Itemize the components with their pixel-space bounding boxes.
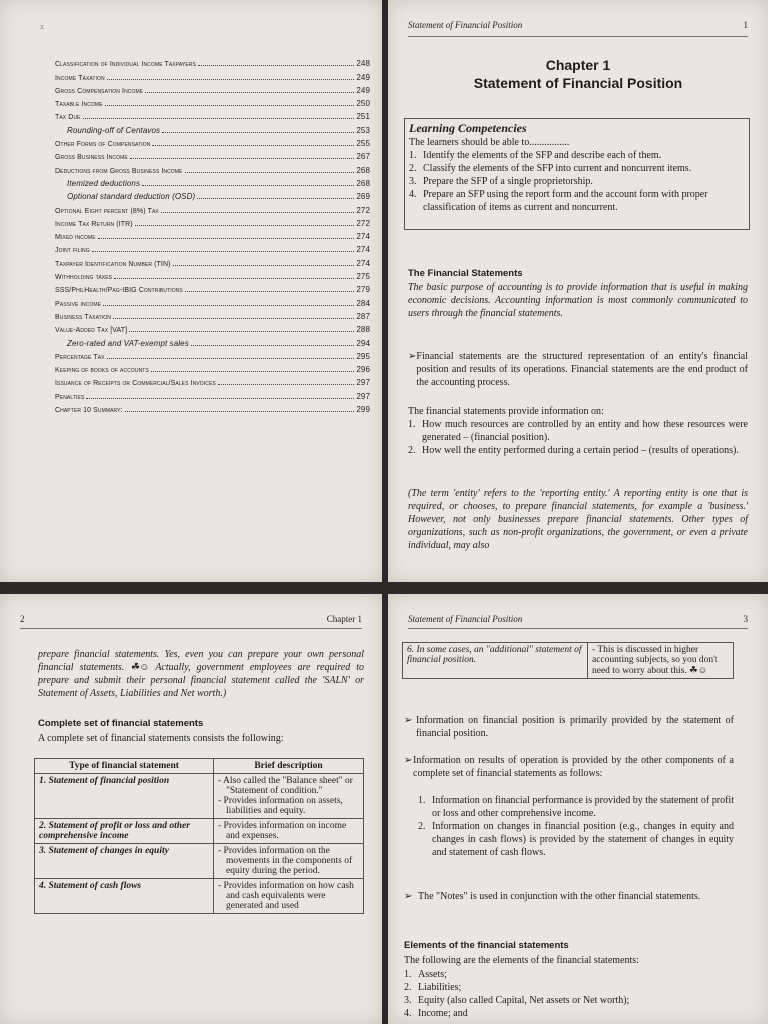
page-number: 1 [743,20,748,30]
toc-page: 294 [356,338,370,348]
arrow-icon: ➢ [404,715,413,726]
b3-text: The "Notes" is used in conjunction with the other financial statements. [418,891,701,902]
toc-title: Optional Eight percent (8%) Tax [55,207,159,215]
page-3 [388,594,768,1024]
chapter-label: Chapter 1 [545,57,611,73]
toc-entry [55,161,370,174]
list-number: 4. [409,189,417,200]
t-right: - This is discussed in higher accounting subjects, so you don't need to worry about this. ☘☺ [588,643,734,679]
toc-entry [55,268,370,281]
toc-page: 272 [356,205,370,215]
additional-sfp-table [402,642,734,679]
fs-info-item [408,444,748,457]
toc-entry [55,281,370,294]
fs-para: The basic purpose of accounting is to provide information that is useful in making economic decisions. Accounting information is most commonly communicated to users through the financial statements. [408,282,748,319]
row-number: 2. [39,821,47,831]
t-num: 6. [407,645,415,655]
toc-title: Penalties [55,393,85,401]
el-list [404,968,734,1020]
toc-title: Classification of Individual Income Taxpayers [55,61,196,69]
toc-title: Optional standard deduction (OSD) [67,192,196,202]
element-item [404,981,734,994]
list-number: 1. [408,419,416,430]
toc-page: 274 [356,258,370,268]
corner-mark: x [40,22,44,31]
fs-type-cell [35,819,214,844]
page-number: 3 [743,614,748,624]
toc-page: 297 [356,378,370,388]
fs-info-item-text: How well the entity performed during a certain period – (results of operations). [422,445,739,456]
toc-title: Tax Due [55,114,81,122]
toc-title: Gross Compensation Income [55,87,144,95]
fs-type: Statement of changes in equity [48,846,169,856]
toc-leader [151,371,354,372]
toc-leader [103,305,354,306]
toc-page: 269 [356,192,370,202]
entity-note: (The term 'entity' refers to the 'reporting entity.' A reporting entity is one that is required, or chooses, to prepare financial statements, for example a 'business.' However, not only businesses prepare financial statements. Other types of organizations, such as non-profit organizations, the government, or even a private individual, may also [408,488,748,551]
fs-type-cell [35,879,214,914]
page-number: 2 [20,614,25,624]
lc-title: Learning Competencies [409,121,527,135]
toc-entry [55,228,370,241]
table-header-type: Type of financial statement [35,759,214,774]
toc-title: Income Taxation [55,74,105,82]
toc-leader [173,265,355,266]
b2-item-text: Information on changes in financial position (e.g., changes in equity and changes in cash flows) is provided by the statement of changes in equity and statement of cash flows. [432,821,734,858]
toc-page: 284 [356,298,370,308]
toc-entry [55,241,370,254]
lc-item [409,149,745,162]
lc-item [409,175,745,188]
toc-title: Gross Business Income [55,154,128,162]
toc-entry [55,294,370,307]
toc-entry [55,68,370,81]
toc-title: Chapter 10 Summary: [55,407,123,415]
table-row [35,819,364,844]
toc-leader [86,398,354,399]
toc-entry [55,361,370,374]
arrow-icon: ➢ [404,891,413,902]
toc-entry [55,334,370,347]
toc-page: 268 [356,178,370,188]
arrow-icon: ➢ [404,755,413,766]
cs-heading: Complete set of financial statements [38,718,204,729]
toc-leader [185,291,354,292]
b2-text: Information on results of operation is provided by the other components of a complete set of financial statements as follows: [413,755,734,779]
toc-entry [55,95,370,108]
toc-title: Joint filing [55,247,90,255]
toc-title: Taxpayer Identification Number (TIN) [55,260,171,268]
fs-desc-line: - Provides information on how cash and cash equivalents were generated and used [218,881,354,911]
fs-desc-cell [214,774,364,819]
toc-page: 287 [356,311,370,321]
b2-item [418,820,734,859]
header-rule [20,628,362,629]
fs-desc-line: - Provides information on assets, liabilities and equity. [218,796,343,816]
toc-page: 249 [356,72,370,82]
toc-title: Zero-rated and VAT-exempt sales [67,338,189,348]
chapter-title: Statement of Financial Position [473,75,683,91]
b1-text: Information on financial position is primarily provided by the statement of financial position. [415,715,734,739]
fs-info-item [408,418,748,444]
toc-entry [55,135,370,148]
toc-title: Withholding taxes [55,274,113,282]
lc-intro: The learners should be able to................ [409,137,570,148]
running-header [20,614,362,624]
list-number: 3. [404,995,412,1006]
toc-page: 274 [356,232,370,242]
element-item-text: Income; and [418,1008,468,1019]
lc-list [409,149,745,214]
table-header-desc: Brief description [214,759,364,774]
toc-page: 297 [356,391,370,401]
toc-page: 275 [356,272,370,282]
toc-page: 267 [356,152,370,162]
toc-page: 268 [356,165,370,175]
toc-entry [55,82,370,95]
fs-desc-line: - Provides information on income and expenses. [218,821,347,841]
running-head-title: Chapter 1 [326,614,362,624]
row-number: 4. [39,881,47,891]
toc-title: Business Taxation [55,313,111,321]
header-rule [408,628,748,629]
header-rule [408,36,748,37]
lc-item-text: Classify the elements of the SFP into current and noncurrent items. [423,163,692,174]
toc-title: Taxable Income [55,101,103,109]
toc-leader [113,318,354,319]
toc-leader [145,92,354,93]
t-left: In some cases, an "additional" statement of financial position. [407,645,582,665]
toc-title: Other Forms of Compensation [55,141,151,149]
lc-item-text: Prepare the SFP of a single proprietorship. [423,176,593,187]
row-number: 1. [39,776,47,786]
toc-title: Itemized deductions [67,178,141,188]
toc-page: 279 [356,285,370,295]
b2-item-text: Information on financial performance is provided by the statement of profit or loss and other comprehensive income. [432,795,734,819]
toc-entry [55,387,370,400]
toc-leader [107,358,355,359]
running-head-title: Statement of Financial Position [408,614,523,624]
b2-item [418,794,734,820]
toc-leader [130,158,355,159]
fs-desc-cell [214,879,364,914]
toc-page: 251 [356,112,370,122]
list-number: 3. [409,176,417,187]
toc-leader [107,79,355,80]
running-head-title: Statement of Financial Position [408,20,523,30]
toc-title: Rounding-off of Centavos [67,125,161,135]
row-number: 3. [39,846,47,856]
toc-leader [129,331,354,332]
toc-leader [152,145,354,146]
toc-title: Mixed income [55,234,96,242]
toc-leader [162,132,354,133]
toc-leader [83,118,355,119]
toc-page: 250 [356,99,370,109]
toc-entry [55,188,370,201]
list-number: 1. [409,150,417,161]
fs-desc-cell [214,819,364,844]
toc-title: Income Tax Return (ITR) [55,220,133,228]
fs-info-item-text: How much resources are controlled by an entity and how these resources were generated – (financial position). [422,419,748,443]
table-row [35,879,364,914]
toc-leader [198,65,354,66]
fs-type-cell [35,844,214,879]
toc-entry [55,108,370,121]
toc-page: 288 [356,325,370,335]
toc-title: Issuance of Receipts or Commercial/Sales Invoices [55,380,216,388]
lc-item [409,188,745,214]
toc-title: SSS/PhilHealth/Pag-IBIG Contributions [55,287,183,295]
page-chapter-1 [388,0,768,582]
arrow-icon: ➢ [408,351,417,362]
toc-leader [125,411,355,412]
toc-leader [135,225,355,226]
toc-leader [185,172,355,173]
element-item-text: Equity (also called Capital, Net assets or Net worth); [418,995,630,1006]
toc-title: Percentage Tax [55,353,105,361]
fs-desc-line: - Provides information on the movements in the components of equity during the period. [218,846,353,876]
t-left-cell [403,643,588,679]
toc-title: Keeping of books of accounts [55,367,149,375]
list-number: 1. [404,969,412,980]
fs-desc-cell [214,844,364,879]
toc-entry [55,201,370,214]
toc-entry [55,148,370,161]
toc-page: 272 [356,218,370,228]
element-item-text: Assets; [418,969,447,980]
table-row [403,643,734,679]
list-number: 2. [418,821,426,832]
toc-leader [191,345,355,346]
toc-entry [55,254,370,267]
toc-entry [55,308,370,321]
page-2 [0,594,382,1024]
lc-item-text: Identify the elements of the SFP and describe each of them. [423,150,662,161]
fs-type: Statement of profit or loss and other comprehensive income [39,821,190,841]
bullet-1 [404,714,734,740]
toc-list [55,55,370,414]
toc-page: 274 [356,245,370,255]
learning-competencies-box [404,118,750,230]
fs-heading: The Financial Statements [408,268,523,279]
element-item [404,1007,734,1020]
toc-entry [55,321,370,334]
toc-title: Deductions from Gross Business Income [55,167,183,175]
toc-page: 253 [356,125,370,135]
toc-leader [161,212,355,213]
toc-entry [55,175,370,188]
el-heading: Elements of the financial statements [404,940,569,951]
bullet-3 [404,890,734,903]
toc-page: 296 [356,365,370,375]
toc-leader [92,251,355,252]
fs-types-table [34,758,364,914]
toc-leader [105,105,355,106]
toc-leader [218,384,355,385]
bullet-2 [404,754,734,780]
toc-page: 249 [356,85,370,95]
fs-bullet [408,350,748,389]
table-row [35,844,364,879]
fs-bullet-text: Financial statements are the structured representation of an entity's financial position and results of its operations. Financial statements are the end product of the accounting process. [416,351,748,388]
element-item [404,968,734,981]
lc-item [409,162,745,175]
toc-page: 248 [356,59,370,69]
element-item-text: Liabilities; [418,982,462,993]
toc-leader [98,238,355,239]
toc-entry [55,215,370,228]
toc-entry [55,374,370,387]
toc-page: 255 [356,139,370,149]
el-intro: The following are the elements of the financial statements: [404,955,639,966]
fs-info-intro: The financial statements provide information on: [408,406,604,417]
toc-entry [55,401,370,414]
lc-item-text: Prepare an SFP using the report form and the account form with proper classification of items as current and noncurrent. [423,189,708,213]
running-header [408,20,748,30]
toc-leader [114,278,354,279]
cs-intro: A complete set of financial statements consists the following: [38,733,284,744]
toc-entry [55,55,370,68]
running-header [408,614,748,624]
list-number: 2. [408,445,416,456]
element-item [404,994,734,1007]
fs-type: Statement of financial position [48,776,170,786]
fs-type-cell [35,774,214,819]
toc-title: Value-Added Tax [VAT] [55,327,128,335]
list-number: 4. [404,1008,412,1019]
b2-list [418,794,734,859]
toc-entry [55,348,370,361]
toc-leader [142,185,354,186]
toc-title: Passive income [55,300,102,308]
toc-page: 299 [356,405,370,415]
toc-entry [55,121,370,134]
fs-info-list [408,418,748,457]
page-toc [0,0,382,582]
toc-page: 295 [356,351,370,361]
table-row [35,774,364,819]
list-number: 2. [404,982,412,993]
list-number: 2. [409,163,417,174]
toc-leader [197,198,354,199]
fs-desc-line: - Also called the "Balance sheet" or "Statement of condition." [218,776,353,796]
cont-para: prepare financial statements. Yes, even you can prepare your own personal financial statements. ☘☺ Actually, government employees are required to prepare and submit their personal financial statement called the 'SALN' or Statement of Assets, Liabilities and Net worth.) [38,649,364,699]
list-number: 1. [418,795,426,806]
fs-type: Statement of cash flows [48,881,142,891]
